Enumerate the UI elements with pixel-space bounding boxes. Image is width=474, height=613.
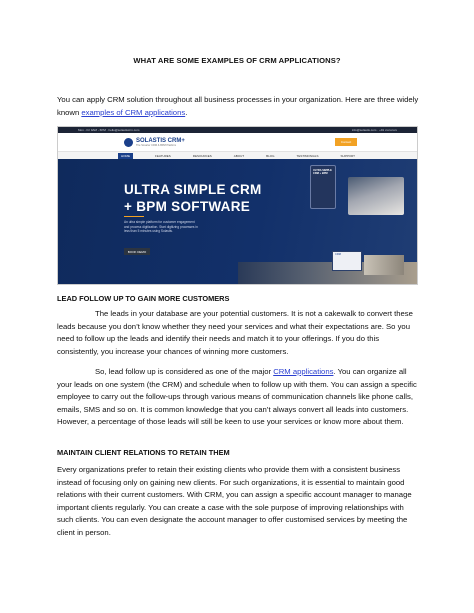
logo-name: SOLASTIS CRM+ — [136, 137, 185, 144]
book-demo-button: BOOK DEMO — [124, 248, 150, 255]
crm-card-image — [332, 251, 362, 271]
hero-description: An ultra simple platform for customer engagement and process digitization. Start digitizing processes in less than 5 minutes using Solastis. — [124, 220, 198, 233]
intro-text-end: . — [185, 107, 188, 117]
nav-item-resources: RESOURCES — [192, 153, 212, 158]
crm-website-screenshot — [57, 126, 418, 285]
intro-paragraph — [57, 94, 419, 119]
headset-photo-image — [364, 255, 404, 275]
topbar-left-text: Mon - Fri 9AM - 6PM · hello@solastiscrm.com — [78, 128, 140, 132]
phone-mockup-image — [310, 165, 336, 209]
nav-item-blog: BLOG — [266, 153, 275, 158]
hero-title — [124, 181, 262, 215]
section1-paragraph2 — [57, 366, 419, 429]
logo-block — [136, 138, 185, 147]
nav-item-support: SUPPORT — [340, 153, 355, 158]
intro-text: You can apply CRM solution throughout all business processes in your organization. Here are three widely known — [57, 95, 419, 117]
nav-item-features: FEATURES — [155, 153, 171, 158]
logo-tagline: The Smarter CRM & BPM Platform — [136, 143, 177, 147]
section2-paragraph1: Every organizations prefer to retain their existing clients who provide them with a consistent business instead of focusing only on gaining new clients. For such organizations, it is essential to maintain good relations with their current customers. With CRM, you can assign a specific account manager to manage important clients regularly. You can create a case with the sole purpose of improving relationships with such clients. You can even designate the account manager to offer customised services by meeting the client in person. — [57, 465, 412, 537]
laptop-photo-image — [348, 177, 404, 215]
contact-button: Contact — [335, 138, 357, 146]
section1-heading: LEAD FOLLOW UP TO GAIN MORE CUSTOMERS — [57, 294, 230, 303]
screenshot-nav — [58, 151, 417, 159]
hero-title-line2: + BPM SOFTWARE — [124, 199, 251, 214]
topbar-right-text: info@solastis.com · +91 xxxxxxxx — [352, 128, 397, 132]
screenshot-header — [58, 133, 417, 151]
hero-title-line1: ULTRA SIMPLE CRM — [124, 182, 262, 197]
page-title: WHAT ARE SOME EXAMPLES OF CRM APPLICATIONS? — [133, 56, 341, 65]
hero-banner — [58, 159, 417, 284]
card-label: CRM — [335, 253, 341, 256]
nav-item-home: HOME — [118, 153, 133, 159]
section1-p2-text: So, lead follow up is considered as one of the major — [95, 367, 274, 376]
nav-item-about: ABOUT — [233, 153, 245, 158]
crm-examples-link[interactable]: examples of CRM applications — [81, 107, 186, 117]
nav-item-testimonials: TESTIMONIALS — [296, 153, 319, 158]
crm-applications-link[interactable]: CRM applications — [273, 367, 334, 376]
section2-heading: MAINTAIN CLIENT RELATIONS TO RETAIN THEM — [57, 448, 230, 457]
solastis-logo-icon — [124, 138, 133, 147]
section1-p2-text-end: . You can organize all your leads on one system (the CRM) and schedule when to follow up with them. You can assign a specific employee to carry out the follow-ups through various means of communication channels like phone calls, emails, SMS and so on. It is common knowledge that you can’t always convert all leads into customers. However, a percentage of those leads will still be keen to use your services or know more about them. — [57, 367, 417, 427]
phone-label: ULTRA SIMPLE CRM + BPM — [313, 169, 332, 176]
hero-divider — [124, 216, 144, 217]
section1-paragraph1: The leads in your database are your potential customers. It is not a cakewalk to convert these leads because you don’t know whether they need your services and what their expectations are. So you need to follow up the leads and identify their needs and match it to your offerings. If you do this consistently, you increase your chances of winning more customers. — [57, 309, 413, 356]
